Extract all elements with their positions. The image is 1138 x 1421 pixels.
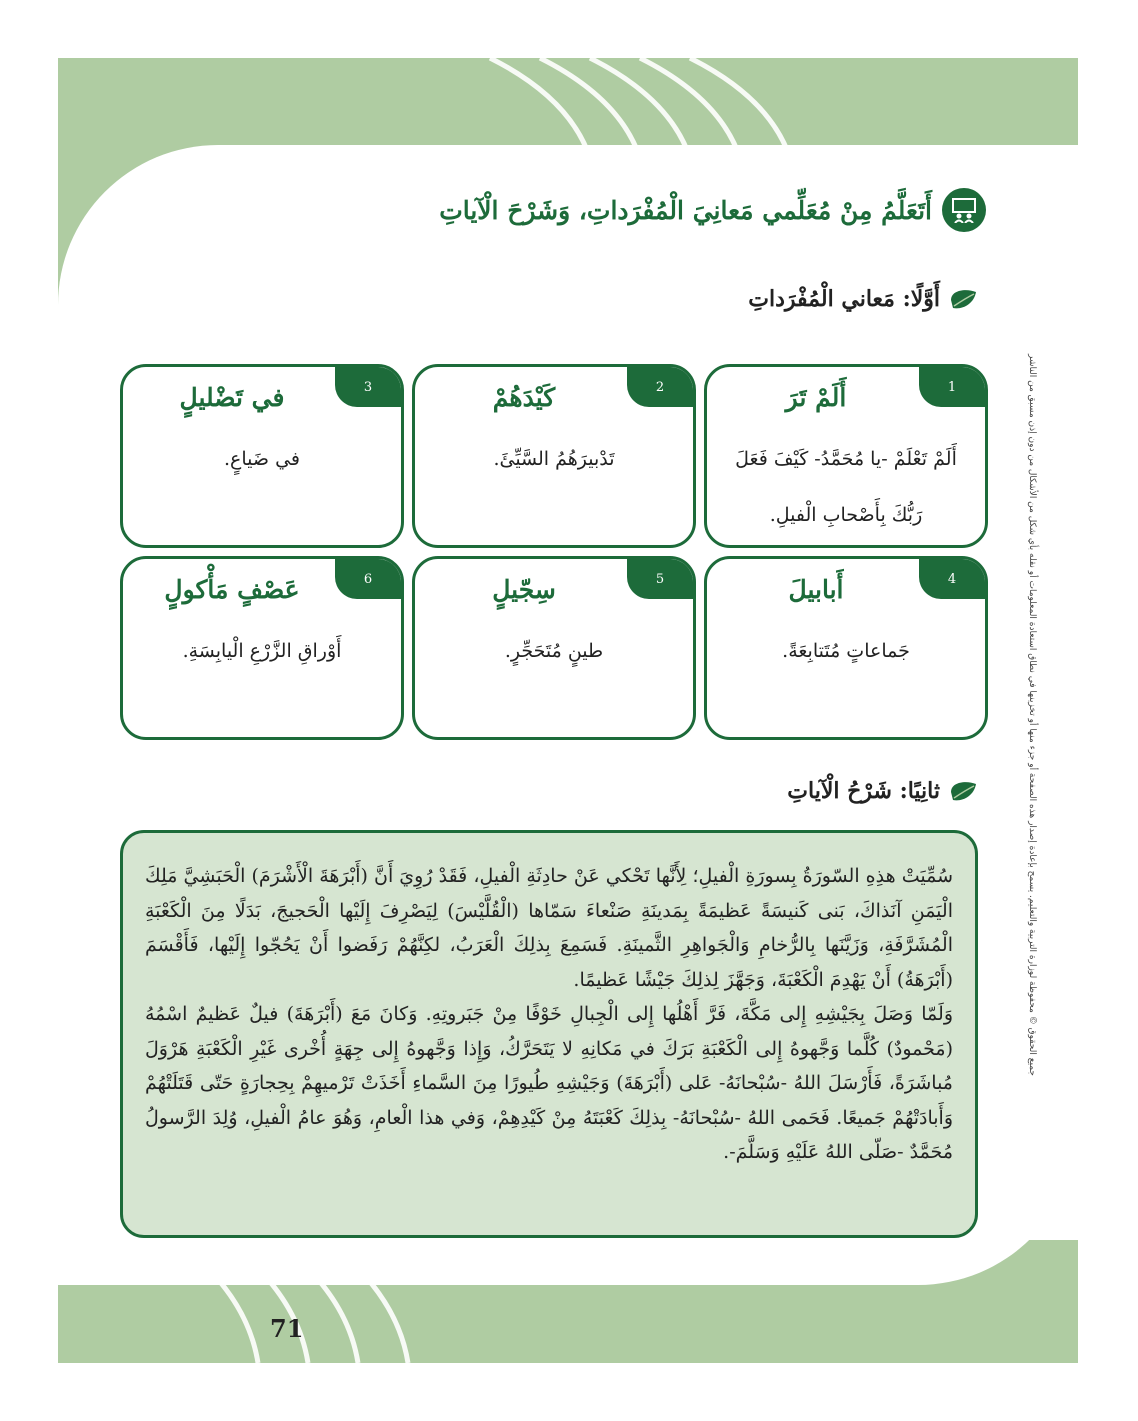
explanation-paragraph: سُمِّيَتْ هذِهِ السّورَةُ بِسورَةِ الْفيلِ؛ لِأَنَّها تَحْكي عَنْ حادِثَةِ الْفيلِ، فَقَدْ رُوِيَ أَنَّ (أَبْرَهَةَ الْأَشْرَمَ) الْحَبَشِيَّ مَلِكَ الْيَمَنِ آنَذاكَ، بَنى كَنيسَةً عَظيمَةً بِمَدينَةِ صَنْعاءَ سَمّاها (الْقُلَّيْسَ) لِيَصْرِفَ إِلَيْها الْحَجيجَ، بَدَلًا مِنَ الْكَعْبَةِ الْمُشَرَّفَةِ، وَزَيَّنَها بِالرُّخامِ وَالْجَواهِرِ الثَّمينَةِ. فَسَمِعَ بِذلِكَ الْعَرَبُ، لكِنَّهُمْ رَفَضوا أَنْ يَحُجّوا إِلَيْها، فَأَقْسَمَ (أَبْرَهَةُ) أَنْ يَهْدِمَ الْكَعْبَةَ، وَجَهَّزَ لِذلِكَ جَيْشًا عَظيمًا. <box>145 865 953 991</box>
card-meaning: تَدْبيرَهُمُ السَّيِّئَ. <box>493 448 615 470</box>
section-vocabulary-title <box>748 286 978 312</box>
card-number: 3 <box>335 367 401 407</box>
card-number: 4 <box>919 559 985 599</box>
card-meaning: أَوْراقِ الزَّرْعِ الْيابِسَةِ. <box>182 640 342 662</box>
vocab-card <box>120 556 404 740</box>
leaf-icon <box>948 286 978 312</box>
card-term: كَيْدَهُمْ <box>492 383 556 412</box>
explanation-panel <box>120 830 978 1238</box>
card-term: سِجّيلٍ <box>492 575 556 604</box>
copyright-text: جميع الحقوق © محفوظة لوزارة التربية والتعليم. يسمح بإعادة إصدار هذه الصفحة أو جزء منها أو تخزينها في نطاق استعادة المعلومات أو نقله بأي شكل من الأشكال من دون إذن مسبق من الناشر <box>1027 354 1037 1076</box>
section-2-label: ثانِيًا: شَرْحُ الْآياتِ <box>787 778 940 804</box>
heading-title: أَتَعَلَّمُ مِنْ مُعَلِّمي مَعانِيَ الْمُفْرَداتِ، وَشَرْحَ الْآياتِ <box>439 195 932 225</box>
page-number: 71 <box>270 1314 304 1343</box>
card-term: عَصْفٍ مَأْكولٍ <box>164 575 300 604</box>
card-number: 6 <box>335 559 401 599</box>
teacher-board-icon <box>942 188 986 232</box>
card-meaning: في ضَياعٍ. <box>224 448 300 470</box>
card-meaning: أَلَمْ تَعْلَمْ -يا مُحَمَّدُ- كَيْفَ فَعَلَ رَبُّكَ بِأَصْحابِ الْفيلِ. <box>735 448 957 526</box>
card-number: 2 <box>627 367 693 407</box>
card-meaning: جَماعاتٍ مُتَتابِعَةً. <box>782 640 910 662</box>
leaf-icon <box>948 778 978 804</box>
explanation-paragraph: وَلَمّا وَصَلَ بِجَيْشِهِ إِلى مَكَّةَ، فَرَّ أَهْلُها إِلى الْجِبالِ خَوْفًا مِنْ جَبَروتِهِ. وَكانَ مَعَ (أَبْرَهَةَ) فيلٌ عَظيمٌ اسْمُهُ (مَحْمودٌ) كُلَّما وَجَّهوهُ إِلى الْكَعْبَةِ بَرَكَ في مَكانِهِ لا يَتَحَرَّكُ، وَإِذا وَجَّهوهُ إِلى جِهَةٍ أُخْرى غَيْرِ الْكَعْبَةِ هَرْوَلَ مُباشَرَةً، فَأَرْسَلَ اللهُ -سُبْحانَهُ- عَلى (أَبْرَهَةَ) وَجَيْشِهِ طُيورًا مِنَ السَّماءِ أَخَذَتْ تَرْميهِمْ بِحِجارَةٍ حَتّى قَتَلَتْهُمْ وَأَبادَتْهُمْ جَميعًا. فَحَمى اللهُ -سُبْحانَهُ- بِذلِكَ كَعْبَتَهُ مِنْ كَيْدِهِمْ، وَفي هذا الْعامِ، وَهُوَ عامُ الْفيلِ، وُلِدَ الرَّسولُ مُحَمَّدٌ -صَلّى اللهُ عَلَيْهِ وَسَلَّمَ-. <box>145 1003 953 1163</box>
card-number: 5 <box>627 559 693 599</box>
lesson-heading <box>439 188 986 232</box>
card-term: أَبابيلَ <box>788 575 844 604</box>
card-term: في تَضْليلٍ <box>179 383 285 412</box>
vocab-card <box>412 364 696 548</box>
card-number: 1 <box>919 367 985 407</box>
card-term: أَلَمْ تَرَ <box>785 383 847 412</box>
top-arc-lines <box>430 58 850 158</box>
vocab-card <box>412 556 696 740</box>
section-explanation-title <box>787 778 978 804</box>
vocab-card <box>120 364 404 548</box>
vocab-card <box>704 556 988 740</box>
section-1-label: أَوَّلًا: مَعاني الْمُفْرَداتِ <box>748 286 940 312</box>
bottom-arc-lines <box>58 1250 418 1363</box>
card-meaning: طينٍ مُتَحَجِّرٍ. <box>504 640 604 662</box>
copyright-note <box>1026 354 1038 1076</box>
vocab-card <box>704 364 988 548</box>
